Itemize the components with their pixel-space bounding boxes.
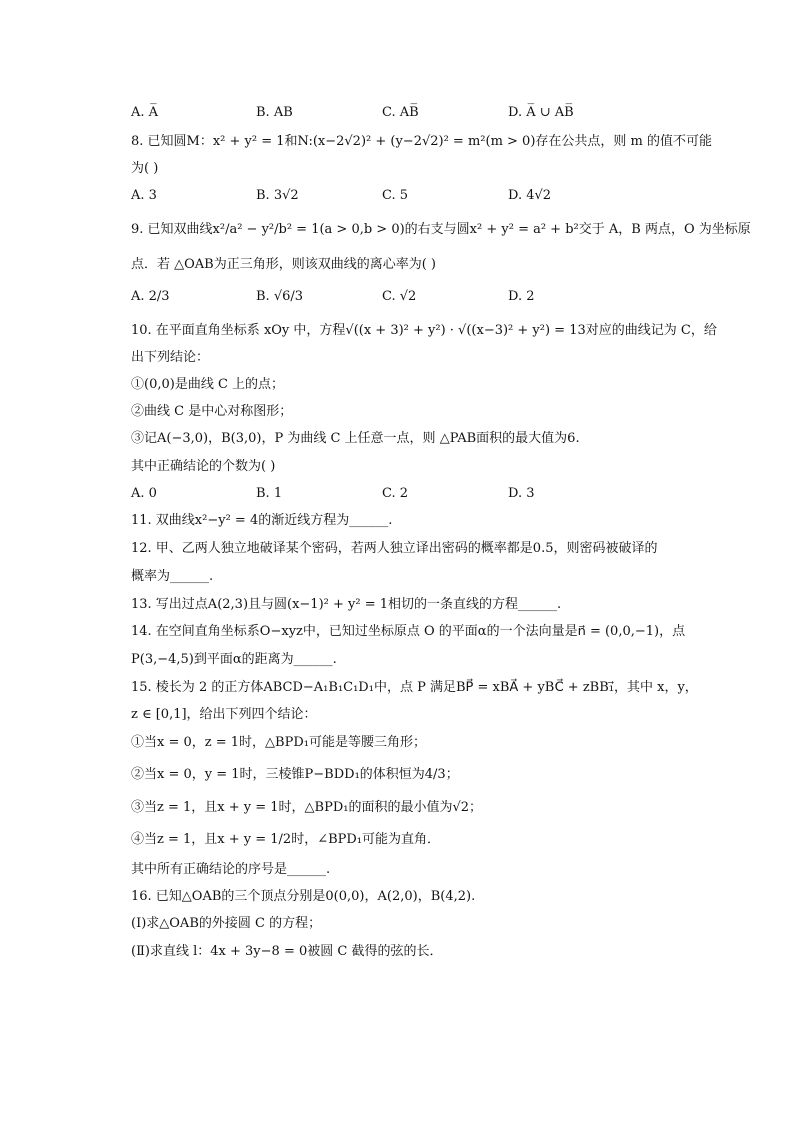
q7-option-a: A. A̅ [131,105,159,120]
q15-text-line3: 其中所有正确结论的序号是______. [131,862,331,877]
q9-stem-line2: 点．若 △OAB为正三角形，则该双曲线的离心率为( ) [131,257,437,272]
q15-conclusion-1: ①当x = 0，z = 1时，△BPD₁可能是等腰三角形； [131,735,426,750]
q16-part-1: (Ⅰ)求△OAB的外接圆 C 的方程； [131,916,322,931]
q12-text-line1: 12. 甲、乙两人独立地破译某个密码，若两人独立译出密码的概率都是0.5，则密码被破译的 [131,541,658,556]
q9-option-d: D. 2 [508,289,535,304]
q8-stem-line2: 为( ) [131,161,159,176]
q10-option-c: C. 2 [382,486,409,501]
q10-option-a: A. 0 [131,486,157,501]
q9-option-b: B. √6/3 [256,289,304,304]
q15-text-line2: z ∈ [0,1]，给出下列四个结论： [131,707,317,722]
q10-conclusion-3: ③记A(−3,0)，B(3,0)，P 为曲线 C 上任意一点，则 △PAB面积的最大值为6. [131,431,580,446]
q8-stem-line1: 8. 已知圆M：x² + y² = 1和N:(x−2√2)² + (y−2√2)² = m²(m > 0)存在公共点，则 m 的值不可能 [131,134,712,149]
q10-conclusion-1: ①(0,0)是曲线 C 上的点； [131,377,285,392]
q15-conclusion-3: ③当z = 1，且x + y = 1时，△BPD₁的面积的最小值为√2； [131,800,483,815]
q8-option-c: C. 5 [382,188,409,203]
q11-text: 11. 双曲线x²−y² = 4的渐近线方程为______. [131,513,393,528]
q8-option-b: B. 3√2 [256,188,299,203]
q8-option-d: D. 4√2 [508,188,552,203]
q14-text-line1: 14. 在空间直角坐标系O−xyz中，已知过坐标原点 O 的平面α的一个法向量是n⃗ = (0,0,−1)，点 [131,624,686,639]
q9-option-a: A. 2/3 [131,289,170,304]
q12-text-line2: 概率为______. [131,569,214,584]
q9-option-c: C. √2 [382,289,417,304]
q7-option-b: B. AB [256,105,293,120]
q15-conclusion-2: ②当x = 0，y = 1时，三棱锥P−BDD₁的体积恒为4/3； [131,767,459,782]
q10-stem-line3: 其中正确结论的个数为( ) [131,459,276,474]
q15-text-line1: 15. 棱长为 2 的正方体ABCD−A₁B₁C₁D₁中，点 P 满足BP⃗ = xBA⃗ + yBC⃗ + zBB₁⃗，其中 x，y， [131,680,698,695]
q7-option-c: C. AB̅ [382,105,419,120]
q13-text: 13. 写出过点A(2,3)且与圆(x−1)² + y² = 1相切的一条直线的方程______. [131,597,562,612]
q15-conclusion-4: ④当z = 1，且x + y = 1/2时，∠BPD₁可能为直角． [131,832,441,847]
q10-option-b: B. 1 [256,486,283,501]
q16-text-line1: 16. 已知△OAB的三个顶点分别是0(0,0)，A(2,0)，B(4,2). [131,889,476,904]
q7-option-d: D. A̅ ∪ AB̅ [508,105,574,120]
q10-conclusion-2: ②曲线 C 是中心对称图形； [131,404,293,419]
q10-stem-line1: 10. 在平面直角坐标系 xOy 中，方程√((x + 3)² + y²) · √((x−3)² + y²) = 13对应的曲线记为 C，给 [131,323,717,338]
q8-option-a: A. 3 [131,188,157,203]
q10-stem-line2: 出下列结论： [131,350,210,365]
q16-part-2: (Ⅱ)求直线 l：4x + 3y−8 = 0被圆 C 截得的弦的长． [131,944,443,959]
q14-text-line2: P(3,−4,5)到平面α的距离为______. [131,652,337,667]
q9-stem-line1: 9. 已知双曲线x²/a² − y²/b² = 1(a > 0,b > 0)的右支与圆x² + y² = a² + b²交于 A，B 两点，O 为坐标原 [131,222,751,237]
q10-option-d: D. 3 [508,486,535,501]
